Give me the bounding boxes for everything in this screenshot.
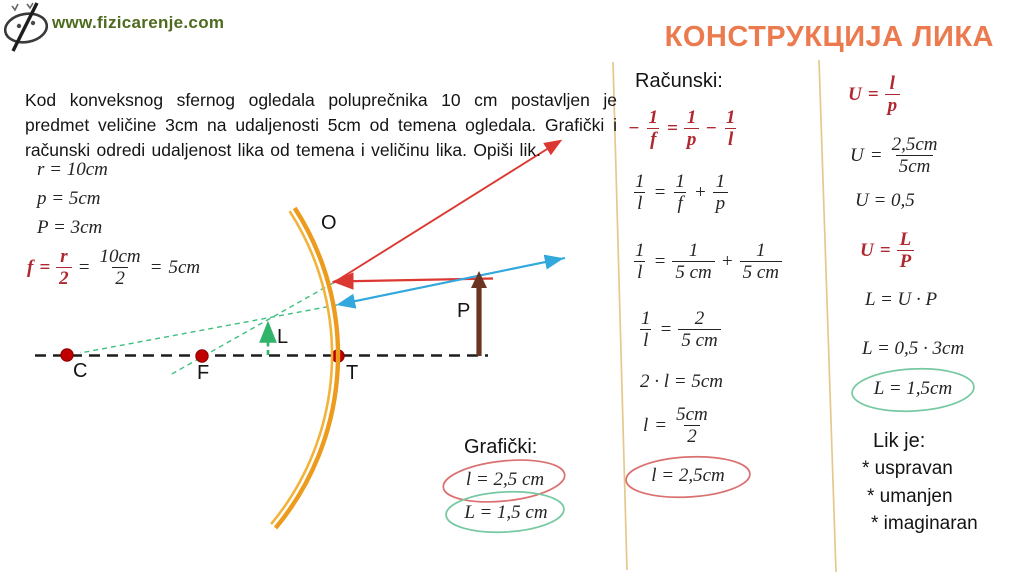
- calc-eq-6: l = $\frac{5cm}{2}$: [643, 404, 708, 448]
- mirror-arc-inner: [271, 211, 332, 524]
- incident-ray-parallel-red: [335, 279, 493, 282]
- ratio-eq-U-lp: U = $\frac{l}{p}$: [848, 73, 900, 117]
- label-image-L: L: [277, 326, 289, 348]
- problem-text: Kod konveksnog sfernog ogledala poluprečnika 10 cm postavljen je predmet veličine 3cm na udaljenosti 5cm od temena ogledala. Grafički i računski odredi udaljenost lika od temena i veličinu lika. Opiši lik.: [25, 90, 617, 160]
- given-P: P = 3cm: [37, 217, 103, 238]
- column-divider-right: [819, 60, 836, 572]
- conclusion-item-uspravan: * uspravan: [862, 458, 953, 479]
- conclusion-item-umanjen: * umanjen: [867, 485, 953, 507]
- conclusion-list: [862, 455, 978, 538]
- label-vertex-T: T: [346, 362, 359, 384]
- mirror-arc-outer: [276, 208, 338, 528]
- conclusion-item-imaginaran: * imaginaran: [871, 513, 978, 534]
- focus-point: [196, 350, 208, 362]
- ratio-result-L: L = 1,5cm: [873, 378, 953, 399]
- label-mirror-O: O: [321, 212, 337, 234]
- racunski-heading: Računski:: [635, 70, 723, 92]
- calc-eq-5: 2 · l = 5cm: [640, 371, 724, 392]
- ratio-eq-L-formula: L = U · P: [865, 289, 938, 310]
- calc-eq-mirror-formula: − $\frac{1}{f}$ = $\frac{1}{p}$ − $\frac{1}{l}$: [628, 107, 736, 151]
- ratio-eq-U-LP: U = $\frac{L}{P}$: [860, 229, 914, 273]
- ratio-eq-U-result: U = 0,5: [855, 190, 915, 211]
- label-center-C: C: [73, 360, 88, 382]
- page-title: КОНСТРУКЦИЈА ЛИКА: [664, 21, 994, 53]
- label-focus-F: F: [197, 362, 210, 384]
- calc-eq-2: $\frac{1}{l}$ = $\frac{1}{f}$ + $\frac{1}{p}$: [632, 171, 728, 215]
- graficki-result-l: l = 2,5 cm: [465, 469, 545, 490]
- conclusion-heading: Lik je:: [873, 430, 926, 452]
- logo-icon: [3, 3, 49, 51]
- site-link[interactable]: www.fizicarenje.com: [52, 13, 225, 32]
- graficki-heading: Grafički:: [464, 436, 538, 458]
- label-object-P: P: [457, 300, 471, 322]
- ratio-eq-L-values: L = 0,5 · 3cm: [862, 338, 965, 359]
- virtual-extension-through-center: [80, 305, 337, 353]
- given-p: p = 5cm: [37, 188, 101, 209]
- given-r: r = 10cm: [37, 159, 108, 180]
- virtual-extension-through-focus: [170, 283, 333, 375]
- graficki-result-L: L = 1,5 cm: [464, 502, 548, 523]
- calc-eq-3: $\frac{1}{l}$ = $\frac{1}{5 cm}$ + $\frac{1}{5 cm}$: [632, 240, 782, 284]
- calc-eq-4: $\frac{1}{l}$ = $\frac{2}{5 cm}$: [638, 308, 721, 352]
- given-focal-equation: f = $\frac{r}{2}$ = $\frac{10cm}{2}$ = 5cm: [27, 246, 201, 290]
- center-of-curvature-point: [61, 349, 73, 361]
- ratio-eq-U-values: U = $\frac{2,5cm}{5cm}$: [850, 134, 938, 178]
- calc-result-l: l = 2,5cm: [651, 465, 725, 486]
